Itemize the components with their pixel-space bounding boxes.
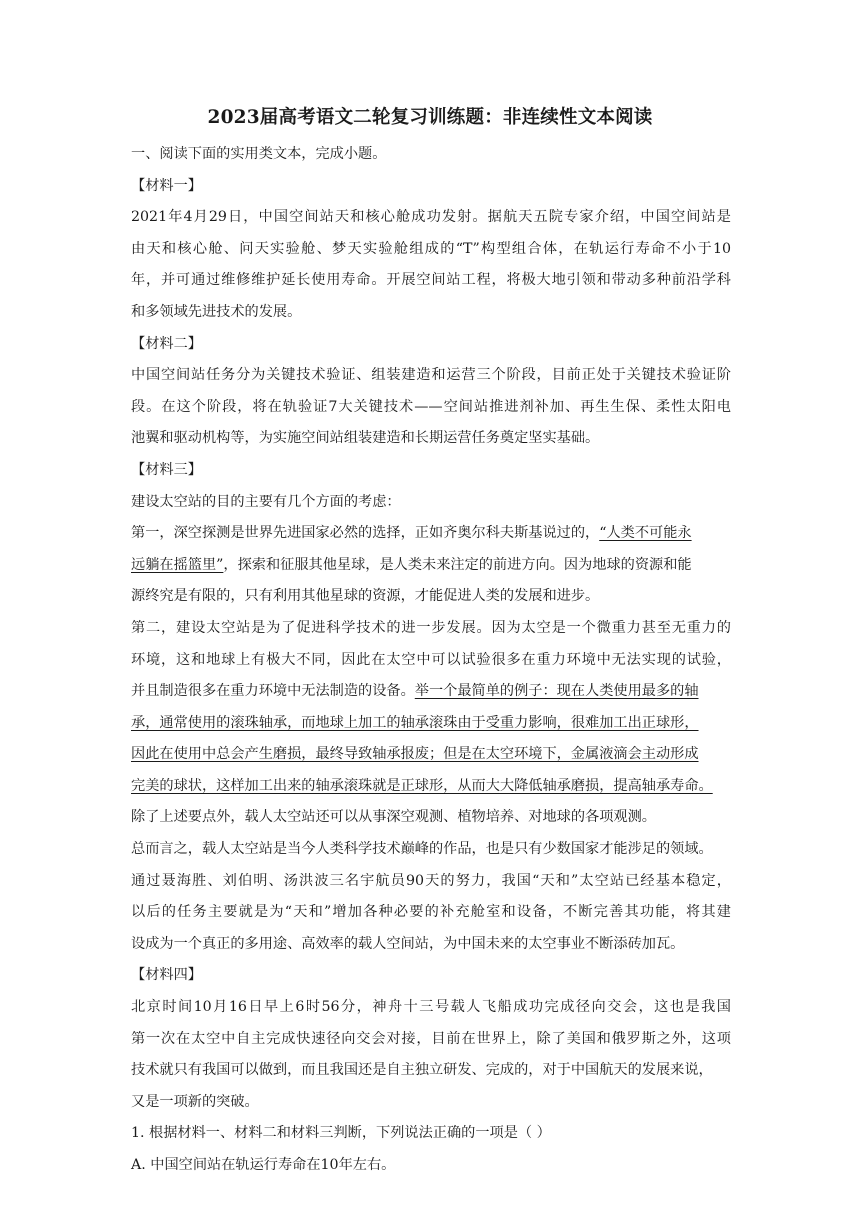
plain-text: 并且制造很多在重力环境中无法制造的设备。 — [131, 683, 415, 700]
underlined-passage: 因此在使用中总会产生磨损，最终导致轴承报废；但是在太空环境下，金属液滴会主动形成 — [131, 746, 699, 763]
question-1-option-a: A. 中国空间站在轨运行寿命在10年左右。 — [131, 1157, 396, 1173]
material-3-line: 环境，这和地球上有极大不同，因此在太空中可以试验很多在重力环境中无法实现的试验， — [131, 651, 731, 668]
page-title: 2023届高考语文二轮复习训练题：非连续性文本阅读 — [207, 107, 653, 128]
material-3-line: 源终究是有限的，只有利用其他星球的资源，才能促进人类的发展和进步。 — [131, 588, 600, 605]
material-2-line: 中国空间站任务分为关键技术验证、组装建造和运营三个阶段，目前正处于关键技术验证阶 — [131, 367, 731, 384]
material-1-heading: 【材料一】 — [131, 177, 202, 194]
material-2-line: 池翼和驱动机构等，为实施空间站组装建造和长期运营任务奠定坚实基础。 — [131, 430, 600, 447]
material-4-line: 技术就只有我国可以做到，而且我国还是自主独立研发、完成的，对于中国航天的发展来说， — [131, 1062, 713, 1079]
material-4-line: 又是一项新的突破。 — [131, 1093, 259, 1110]
material-3-line — [131, 708, 731, 740]
underlined-quote: “人类不可能永 — [599, 525, 692, 542]
underlined-quote: 远躺在摇篮里” — [131, 556, 224, 573]
instruction: 一、阅读下面的实用类文本，完成小题。 — [131, 146, 387, 162]
material-3-line — [131, 771, 731, 803]
underlined-passage: 完美的球状，这样加工出来的轴承滚珠就是正球形，从而大大降低轴承磨损，提高轴承寿命。 — [131, 777, 713, 794]
material-3-line: 通过聂海胜、刘伯明、汤洪波三名宇航员90天的努力，我国“天和”太空站已经基本稳定， — [131, 872, 731, 889]
material-3-line — [131, 518, 731, 550]
material-3-line — [131, 676, 731, 708]
material-3-line: 第二，建设太空站是为了促进科学技术的进一步发展。因为太空是一个微重力甚至无重力的 — [131, 619, 731, 636]
material-3-line: 建设太空站的目的主要有几个方面的考虑： — [131, 493, 401, 510]
material-3-line: 总而言之，载人太空站是当今人类科学技术巅峰的作品，也是只有少数国家才能涉足的领域。 — [131, 841, 713, 858]
plain-text: ，探索和征服其他星球，是人类未来注定的前进方向。因为地球的资源和能 — [223, 556, 692, 573]
material-1-line: 和多领域先进技术的发展。 — [131, 303, 302, 320]
material-1-line: 年，并可通过维修维护延长使用寿命。开展空间站工程，将极大地引领和带动多种前沿学科 — [131, 272, 731, 289]
underlined-passage: 举一个最简单的例子：现在人类使用最多的轴 — [414, 683, 699, 700]
material-3-line — [131, 550, 731, 582]
material-2-heading: 【材料二】 — [131, 335, 202, 352]
material-4-line: 第一次在太空中自主完成快速径向交会对接，目前在世界上，除了美国和俄罗斯之外，这项 — [131, 1030, 731, 1047]
material-2-line: 段。在这个阶段，将在轨验证7大关键技术——空间站推进剂补加、再生生保、柔性太阳电 — [131, 398, 731, 415]
material-3-line: 以后的任务主要就是为“天和”增加各种必要的补充舱室和设备，不断完善其功能，将其建 — [131, 904, 731, 921]
material-3-heading: 【材料三】 — [131, 461, 202, 478]
material-3-line: 除了上述要点外，载人太空站还可以从事深空观测、植物培养、对地球的各项观测。 — [131, 809, 656, 826]
material-3-line — [131, 739, 731, 771]
plain-text: 第一，深空探测是世界先进国家必然的选择，正如齐奥尔科夫斯基说过的， — [131, 525, 600, 542]
material-4-line: 北京时间10月16日早上6时56分，神舟十三号载人飞船成功完成径向交会，这也是我国 — [131, 999, 731, 1016]
material-1-line: 2021年4月29日，中国空间站天和核心舱成功发射。据航天五院专家介绍，中国空间站是 — [131, 209, 731, 226]
underlined-passage: 承，通常使用的滚珠轴承，而地球上加工的轴承滚珠由于受重力影响，很难加工出正球形， — [131, 714, 699, 731]
document-body — [131, 139, 731, 1182]
question-1-stem: 1. 根据材料一、材料二和材料三判断，下列说法正确的一项是（ ） — [131, 1125, 551, 1142]
material-4-heading: 【材料四】 — [131, 967, 202, 984]
material-1-line: 由天和核心舱、问天实验舱、梦天实验舱组成的“T”构型组合体，在轨运行寿命不小于10 — [131, 240, 731, 257]
material-3-line: 设成为一个真正的多用途、高效率的载人空间站，为中国未来的太空事业不断添砖加瓦。 — [131, 935, 685, 952]
